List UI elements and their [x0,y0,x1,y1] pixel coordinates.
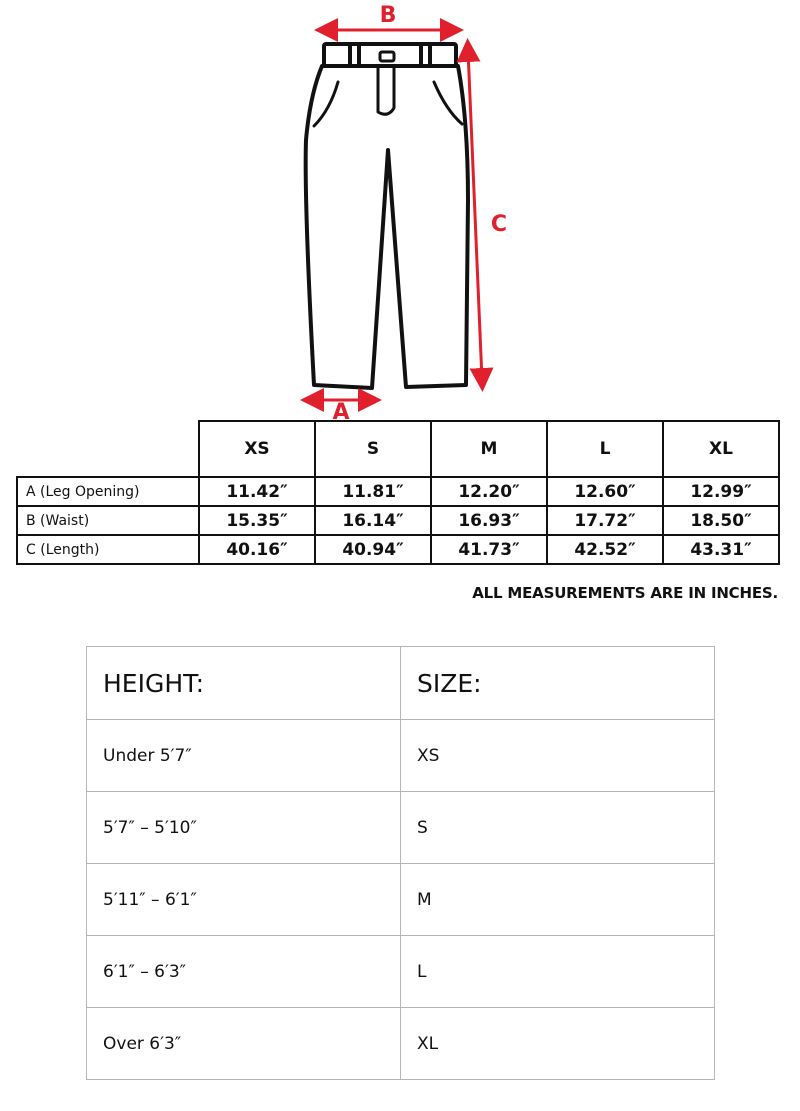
measurement-cell: 16.93″ [431,506,547,535]
measurement-cell: 17.72″ [547,506,663,535]
size-cell: S [401,792,715,864]
measurement-unit-note: ALL MEASUREMENTS ARE IN INCHES. [472,584,778,602]
size-header-l: L [547,421,663,477]
leg-opening-dimension-arrow [312,400,370,420]
dimension-label-c: C [490,212,508,237]
measurement-cell: 42.52″ [547,535,663,564]
measurement-cell: 40.94″ [315,535,431,564]
waist-dimension-arrow [326,3,452,30]
measurement-cell: 41.73″ [431,535,547,564]
length-dimension-arrow [468,50,507,380]
pants-outline-icon [306,44,468,388]
size-measurement-table [16,420,780,565]
size-column-header: SIZE: [401,647,715,720]
height-range-cell: 6′1″ – 6′3″ [87,936,401,1008]
row-label-leg-opening: A (Leg Opening) [17,477,199,506]
table-row [87,1008,715,1080]
table-row [87,864,715,936]
dimension-label-a: A [332,400,350,420]
measurement-cell: 11.81″ [315,477,431,506]
table-row [87,936,715,1008]
table-row [17,535,779,564]
size-cell: L [401,936,715,1008]
height-range-cell: 5′11″ – 6′1″ [87,864,401,936]
size-header-s: S [315,421,431,477]
table-corner [17,421,199,477]
measurement-cell: 43.31″ [663,535,779,564]
table-row [87,792,715,864]
height-range-cell: Under 5′7″ [87,720,401,792]
size-header-row [17,421,779,477]
table-row [87,720,715,792]
size-header-xs: XS [199,421,315,477]
measurement-cell: 11.42″ [199,477,315,506]
table-row [17,477,779,506]
dimension-label-b: B [379,3,397,28]
size-header-xl: XL [663,421,779,477]
height-range-cell: Over 6′3″ [87,1008,401,1080]
size-cell: M [401,864,715,936]
measurement-cell: 12.20″ [431,477,547,506]
row-label-length: C (Length) [17,535,199,564]
height-range-cell: 5′7″ – 5′10″ [87,792,401,864]
measurement-cell: 12.99″ [663,477,779,506]
measurement-cell: 16.14″ [315,506,431,535]
height-header-row [87,647,715,720]
measurement-cell: 12.60″ [547,477,663,506]
size-header-m: M [431,421,547,477]
size-cell: XL [401,1008,715,1080]
measurement-cell: 18.50″ [663,506,779,535]
size-cell: XS [401,720,715,792]
table-row [17,506,779,535]
measurement-cell: 40.16″ [199,535,315,564]
measurement-cell: 15.35″ [199,506,315,535]
height-column-header: HEIGHT: [87,647,401,720]
pants-measurement-diagram [0,0,800,420]
row-label-waist: B (Waist) [17,506,199,535]
height-size-table [86,646,715,1080]
